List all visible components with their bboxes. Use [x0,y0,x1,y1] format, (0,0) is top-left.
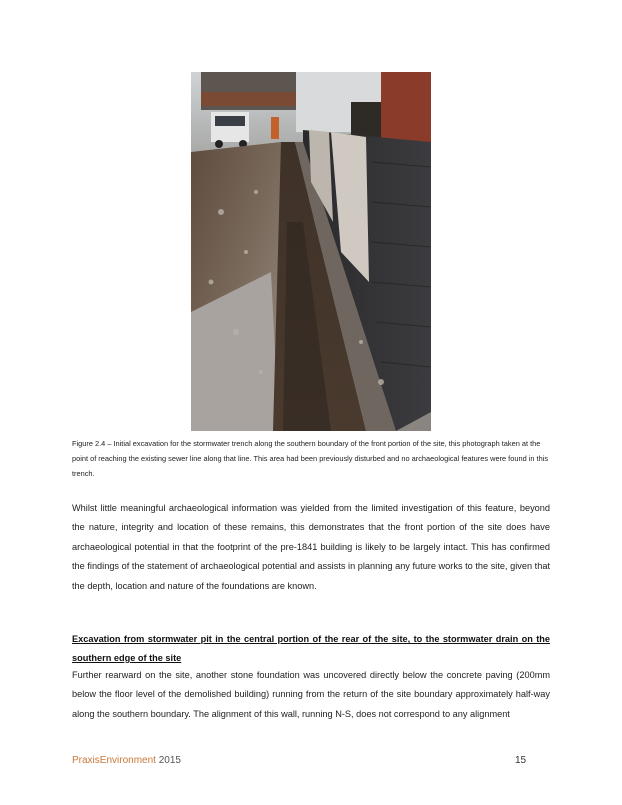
section-heading: Excavation from stormwater pit in the central portion of the rear of the site, to the stormwater drain on the southern edge of the site [72,634,550,663]
page-number: 15 [515,755,527,766]
trench-photo-illustration [191,72,431,431]
body-paragraph: Further rearward on the site, another stone foundation was uncovered directly below the concrete paving (200mm below the floor level of the demolished building) running from the return of the site boundary approximately half-way along the southern boundary. The alignment of this wall, running N-S, does not correspond to any alignment [72,670,550,719]
footer-year: 2015 [158,755,181,766]
footer-brand [72,755,181,766]
body-paragraph: Whilst little meaningful archaeological information was yielded from the limited investigation of this feature, beyond the nature, integrity and location of these remains, this demonstrates that the front portion of the site does have archaeological potential in that the footprint of the pre-1841 building is likely to be largely intact. This has confirmed the findings of the statement of archaeological potential and assists in planning any future works to the site, given that the depth, location and nature of the foundations are known. [72,503,550,591]
trench-photograph [191,72,431,431]
footer-brand-name: PraxisEnvironment [72,755,156,766]
figure-caption: Figure 2.4 – Initial excavation for the stormwater trench along the southern boundary of the front portion of the site, this photograph taken at the point of reaching the existing sewer line along that line. This area had been previously disturbed and no archaeological features were found in this trench. [72,439,549,478]
